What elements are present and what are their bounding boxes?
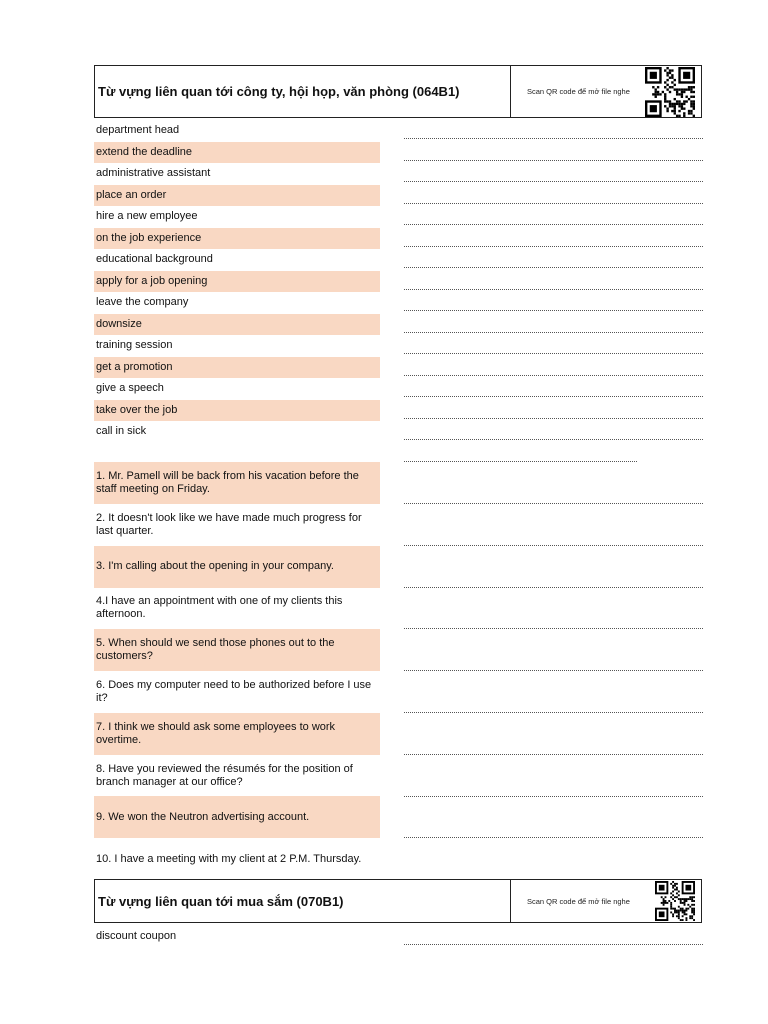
answer-line[interactable]	[404, 310, 703, 311]
vocab-item: take over the job	[94, 400, 380, 421]
answer-line[interactable]	[404, 246, 703, 247]
vocab-item: hire a new employee	[96, 210, 198, 222]
vocab-item: educational background	[96, 253, 213, 265]
section-title: Từ vựng liên quan tới công ty, hội họp, văn phòng (064B1)	[95, 66, 511, 117]
sentence-item: 1. Mr. Pamell will be back from his vacation before the staff meeting on Friday.	[94, 462, 380, 504]
qr-label: Scan QR code để mở file nghe	[527, 896, 630, 906]
answer-line[interactable]	[404, 289, 703, 290]
section-header-shopping	[94, 879, 702, 923]
vocab-item: administrative assistant	[96, 167, 211, 179]
answer-line[interactable]	[404, 267, 703, 268]
sentence-item: 10. I have a meeting with my client at 2 P.M. Thursday.	[96, 852, 362, 865]
answer-line[interactable]	[404, 160, 703, 161]
answer-line[interactable]	[404, 332, 703, 333]
vocab-item: leave the company	[96, 296, 189, 308]
answer-line[interactable]	[404, 181, 703, 182]
sentence-item: 8. Have you reviewed the résumés for the position of branch manager at our office?	[96, 762, 353, 788]
section-header-office	[94, 65, 702, 118]
sentence-item: 7. I think we should ask some employees to work overtime.	[94, 713, 380, 755]
answer-line[interactable]	[404, 796, 703, 797]
answer-line[interactable]	[404, 138, 703, 139]
answer-line[interactable]	[404, 837, 703, 838]
qr-box	[511, 880, 701, 922]
sentence-item: 3. I'm calling about the opening in your company.	[94, 546, 380, 588]
vocab-item: apply for a job opening	[94, 271, 380, 292]
vocab-item: call in sick	[96, 425, 147, 437]
answer-line[interactable]	[404, 503, 703, 504]
vocab-item: get a promotion	[94, 357, 380, 378]
sentence-item: 2. It doesn't look like we have made much progress for last quarter.	[96, 511, 362, 537]
answer-line[interactable]	[404, 587, 703, 588]
sentence-item: 9. We won the Neutron advertising account.	[94, 796, 380, 838]
qr-code-icon[interactable]	[645, 67, 695, 117]
answer-line[interactable]	[404, 396, 703, 397]
qr-label: Scan QR code để mở file nghe	[527, 87, 630, 96]
answer-line[interactable]	[404, 203, 703, 204]
sentence-item: 6. Does my computer need to be authorized before I use it?	[96, 679, 372, 704]
vocab-item: on the job experience	[94, 228, 380, 249]
answer-line[interactable]	[404, 628, 703, 629]
vocab-item: discount coupon	[96, 930, 177, 942]
section-title: Từ vựng liên quan tới mua sắm (070B1)	[95, 880, 511, 922]
qr-code-icon[interactable]	[655, 881, 695, 921]
answer-line[interactable]	[404, 461, 637, 462]
vocab-item: give a speech	[96, 382, 164, 394]
vocab-item: downsize	[94, 314, 380, 335]
vocab-item: place an order	[94, 185, 380, 206]
vocab-item: department head	[96, 124, 180, 136]
answer-line[interactable]	[404, 754, 703, 755]
vocab-item: training session	[96, 339, 173, 351]
answer-line[interactable]	[404, 375, 703, 376]
answer-line[interactable]	[404, 670, 703, 671]
answer-line[interactable]	[404, 418, 703, 419]
vocab-item: extend the deadline	[94, 142, 380, 163]
answer-line[interactable]	[404, 712, 703, 713]
answer-line[interactable]	[404, 353, 703, 354]
answer-line[interactable]	[404, 439, 703, 440]
sentence-item: 5. When should we send those phones out to the customers?	[94, 629, 380, 671]
answer-line[interactable]	[404, 224, 703, 225]
sentence-item: 4.I have an appointment with one of my clients this afternoon.	[96, 595, 343, 621]
answer-line[interactable]	[404, 545, 703, 546]
qr-box	[511, 66, 701, 117]
answer-line[interactable]	[404, 944, 703, 945]
